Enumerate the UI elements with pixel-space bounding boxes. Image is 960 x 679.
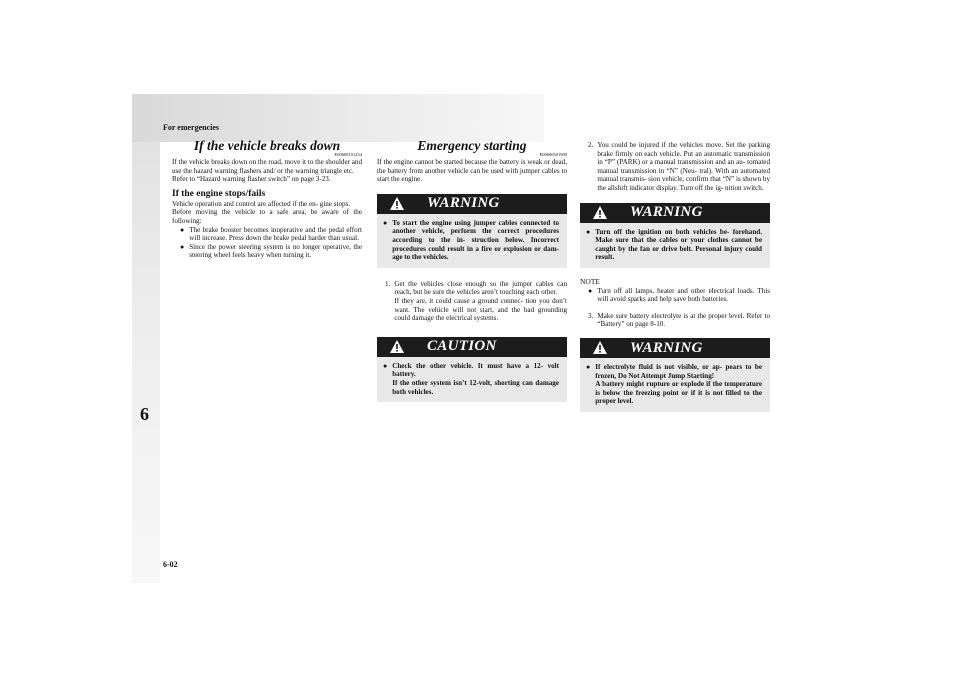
bullet-icon: ● [180,225,185,234]
caution-label: CAUTION [427,338,497,355]
warning-triangle-icon [592,340,608,355]
warning-header [580,338,770,358]
warning-header [377,194,567,214]
warning-triangle-icon [389,196,405,211]
section-title-breakdown: If the vehicle breaks down [193,138,341,153]
bullet-icon: ● [588,286,593,295]
section-code: E00600101254 [334,152,362,157]
paragraph: If the vehicle breaks down on the road, move it to the shoulder and use the hazard warning flashers and/ or the warning triangle etc. [172,158,362,175]
section-code: E00600501900 [539,152,567,157]
warning-label: WARNING [427,195,500,212]
note-item: ● Turn off all lamps, heater and other electrical loads. This will avoid sparks and help save both batteries. [588,286,770,304]
chapter-tab: 6 [140,404,149,424]
paragraph: Vehicle operation and control are affected if the en- gine stops. [172,199,351,208]
bullet-icon: ● [383,361,388,370]
subsection-title: If the engine stops/fails [172,188,266,199]
bullet-icon: ● [383,218,388,227]
step-1: 1. Get the vehicles close enough so the jumper cables can reach, but be sure the vehicles aren’t touching each other. If they are, it could cause a ground connec- tion you don’t want. The vehicle will not start, and the bad grounding could damage the electrical systems. [385,279,567,323]
column-steps [580,141,770,412]
warning-body: ● Turn off the ignition on both vehicles be- forehand. Make sure that the cables or your clothes cannot be caught by the fan or drive belt. Personal injury could result. [580,223,770,268]
warning-triangle-icon [389,339,405,354]
warning-body: ● To start the engine using jumper cables connected to another vehicle, perform the correct procedures according to the in- struction below. Incorrect procedures could result in a fire or explosion or dam- age to the vehicles. [377,214,567,268]
caution-header [377,337,567,357]
bullet-icon: ● [586,227,591,236]
bullet-icon: ● [180,242,185,251]
bullet-item: ● The brake booster becomes inoperative and the pedal effort will increase. Press down the brake pedal harder than usual. [180,225,362,243]
warning-header [580,203,770,223]
section-label: For emergencies [163,123,220,132]
step-2: 2. You could be injured if the vehicles move. Set the parking brake firmly on each vehicle. Put an automatic transmission in “P” (PARK) or a manual transmission and an au- tomated manual transmission in “N” (Neu- tral). With an automated manual transmis- sion vehicle, confirm that “N” is shown by the allshift indicator display. Turn off the ig- nition switch. [588,141,770,192]
header-band [132,94,544,142]
bullet-icon: ● [586,362,591,371]
note-label: NOTE [580,276,600,286]
paragraph: Before moving the vehicle to a safe area, be aware of the following: [172,208,362,225]
bullet-item: ● Since the power steering system is no longer operative, the steering wheel feels heavy when turning it. [180,242,362,260]
warning-label: WARNING [630,204,703,221]
step-3: 3. Make sure battery electrolyte is at the proper level. Refer to “Battery” on page 8-10. [588,311,770,329]
paragraph: If the engine cannot be started because the battery is weak or dead, the battery from another vehicle can be used with jumper cables to start the engine. [377,158,567,184]
warning-box [580,338,770,412]
paragraph: Refer to “Hazard warning flasher switch” on page 3-23. [172,175,331,184]
warning-label: WARNING [630,339,703,356]
warning-box [377,194,567,268]
warning-triangle-icon [592,205,608,220]
caution-box [377,337,567,402]
column-emergency-starting [377,139,567,402]
page-number: 6-02 [163,560,178,569]
caution-body: ● Check the other vehicle. It must have a 12- volt battery. If the other system isn’t 12-volt, shorting can damage both vehicles. [377,357,567,402]
column-breakdown [172,139,362,260]
side-band [132,142,160,583]
warning-box [580,203,770,268]
warning-body: ● If electrolyte fluid is not visible, or ap- pears to be frozen, Do Not Attempt Jump Starting! A battery might rupture or explode if the temperature is below the freezing point or if it is not filled to the proper level. [580,358,770,412]
section-title-emergency-starting: Emergency starting [417,138,527,153]
